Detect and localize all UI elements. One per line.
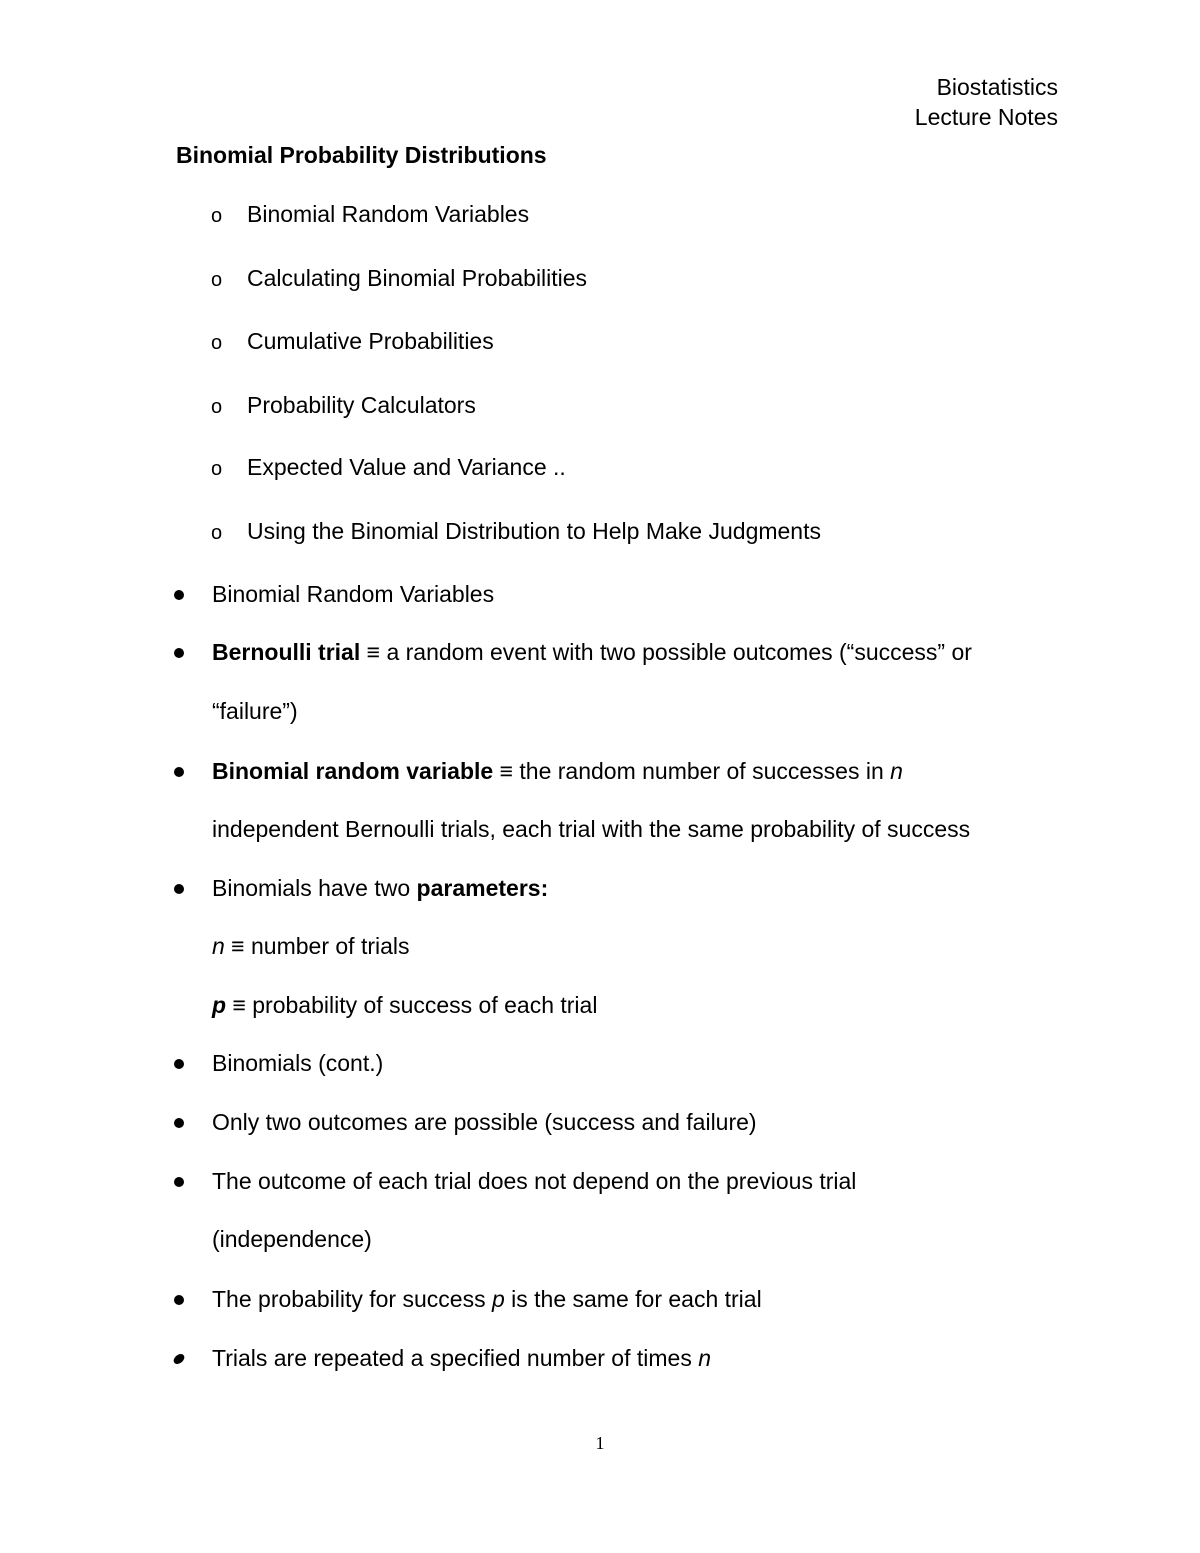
bullet-dot [174, 1059, 184, 1069]
bullet-item: Binomials (cont.) [212, 1050, 384, 1076]
bullet-item [212, 1284, 762, 1314]
outline-marker: o [211, 458, 223, 480]
bullet-dot [174, 1177, 184, 1187]
equiv-symbol: ≡ [226, 992, 253, 1018]
outline-item: Probability Calculators [247, 392, 476, 418]
bullet-text: Trials are repeated a specified number of times [212, 1345, 699, 1371]
bullet-dot [174, 590, 184, 600]
document-title: Binomial Probability Distributions [176, 142, 547, 168]
variable-n: n [890, 758, 903, 784]
term-binomial-random-variable: Binomial random variable [212, 758, 494, 784]
bullet-dot [174, 648, 184, 658]
variable-n: n [698, 1345, 712, 1371]
outline-item: Cumulative Probabilities [247, 328, 494, 354]
bullet-dot [174, 1295, 184, 1305]
parameter-p-line [212, 990, 597, 1020]
bullet-item: The outcome of each trial does not depend on the previous trial [212, 1168, 857, 1194]
outline-marker: o [211, 396, 223, 418]
variable-p: p [212, 992, 227, 1018]
definition-text: ≡ a random event with two possible outcomes (“success” or [360, 639, 972, 665]
bullet-item: Binomial Random Variables [212, 581, 495, 607]
bullet-dot [174, 767, 184, 777]
bullet-continuation: “failure”) [212, 698, 298, 724]
outline-marker: o [211, 332, 223, 354]
parameter-n-line [212, 931, 410, 961]
outline-item: Expected Value and Variance .. [247, 454, 566, 480]
bullet-item [212, 756, 903, 786]
bullet-dot [174, 884, 184, 894]
term-parameters: parameters: [416, 875, 549, 901]
bullet-dot [174, 1118, 184, 1128]
equiv-symbol: ≡ [224, 933, 251, 959]
bullet-continuation: independent Bernoulli trials, each trial with the same probability of success [212, 816, 971, 842]
bullet-continuation: (independence) [212, 1226, 372, 1252]
parameter-description: number of trials [251, 933, 410, 959]
header-course: Biostatistics [936, 74, 1058, 100]
outline-item: Binomial Random Variables [247, 201, 530, 227]
bullet-item [212, 1343, 711, 1373]
outline-item: Calculating Binomial Probabilities [247, 265, 588, 291]
variable-n: n [212, 933, 225, 959]
bullet-dot [172, 1354, 186, 1364]
bullet-item [212, 873, 548, 903]
bullet-text: Binomials have two [212, 875, 417, 901]
term-bernoulli-trial: Bernoulli trial [212, 639, 361, 665]
page-header [915, 72, 1058, 132]
header-doc-type: Lecture Notes [914, 104, 1058, 130]
outline-item: Using the Binomial Distribution to Help Make Judgments [247, 518, 821, 544]
page-number: 1 [595, 1433, 605, 1453]
bullet-text: is the same for each trial [504, 1286, 762, 1312]
bullet-text: The probability for success [212, 1286, 492, 1312]
outline-marker: o [211, 522, 223, 544]
bullet-item: Only two outcomes are possible (success and failure) [212, 1109, 757, 1135]
bullet-item [212, 637, 972, 667]
outline-marker: o [211, 269, 223, 291]
variable-p: p [491, 1286, 505, 1312]
outline-marker: o [211, 205, 223, 227]
definition-text: ≡ the random number of successes in [493, 758, 891, 784]
parameter-description: probability of success of each trial [252, 992, 598, 1018]
